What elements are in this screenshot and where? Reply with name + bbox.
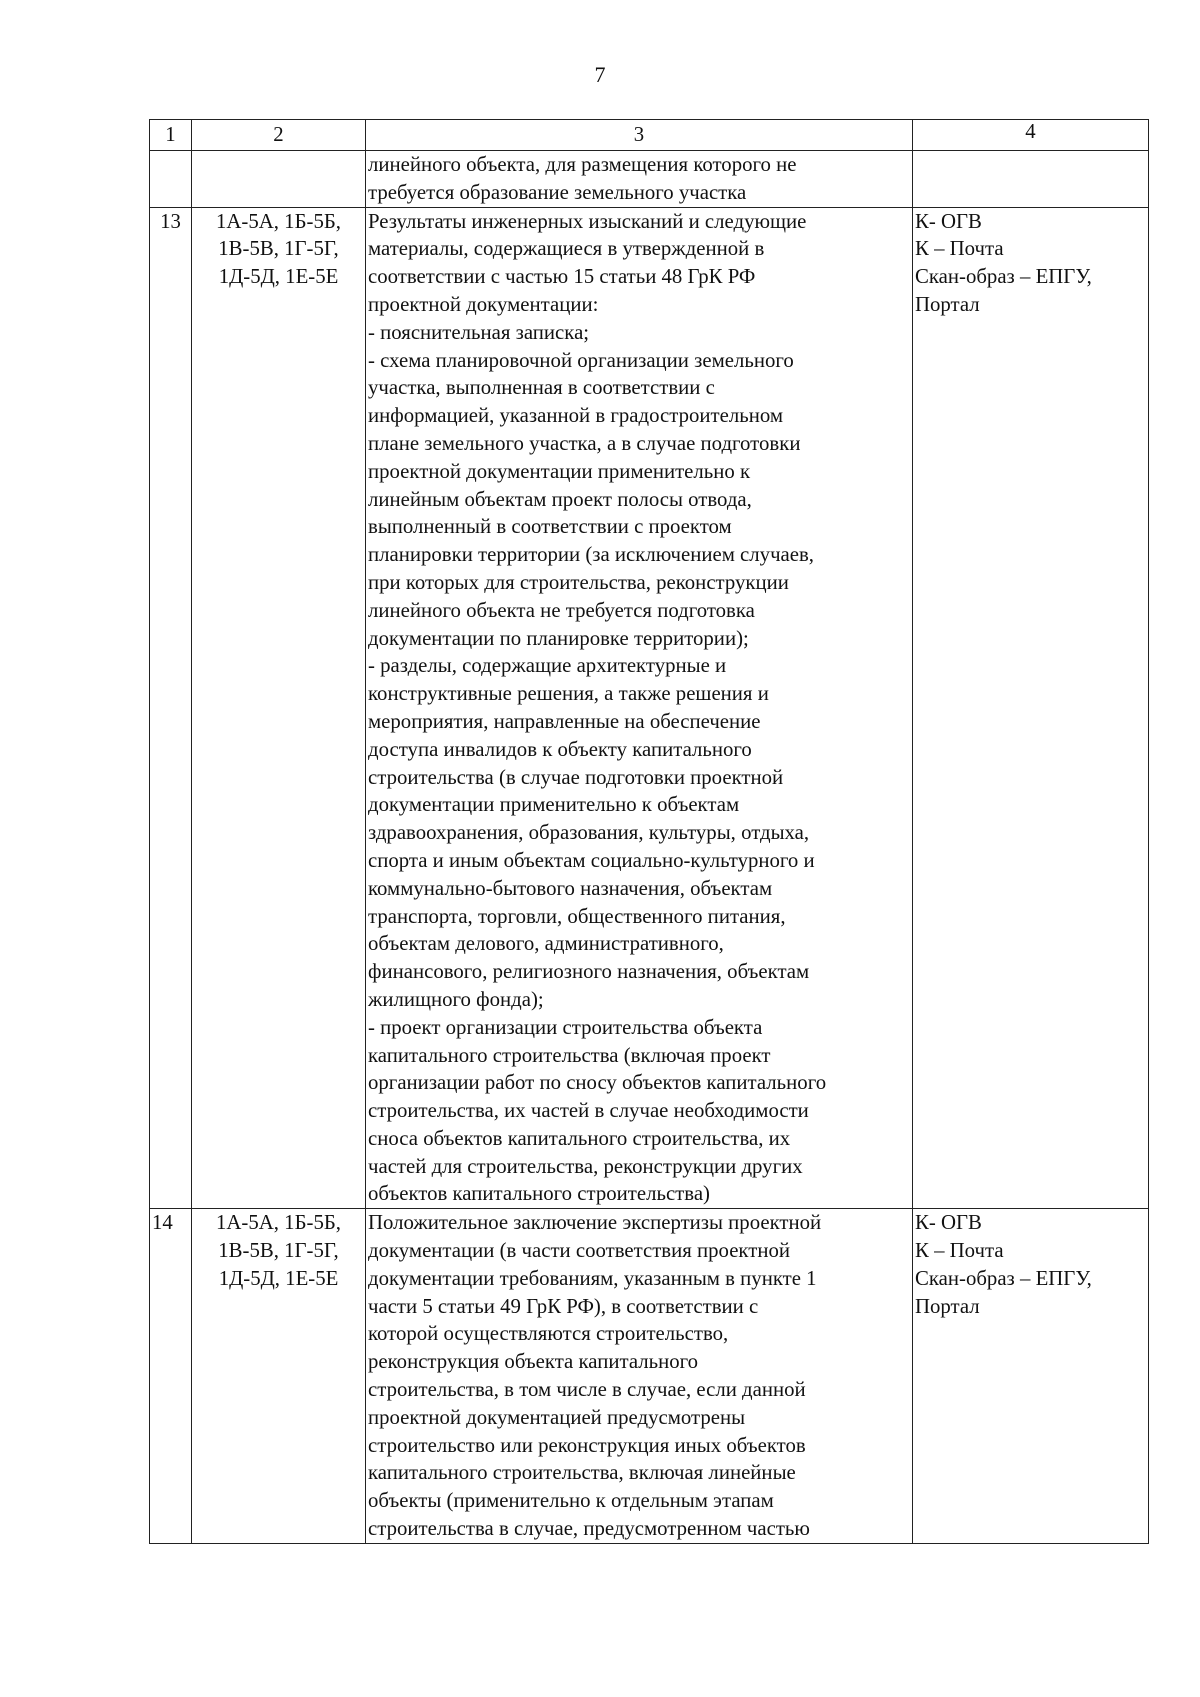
delivery-line: К- ОГВ	[915, 209, 982, 233]
description-line: частей для строительства, реконструкции других	[368, 1154, 803, 1178]
description-line: плане земельного участка, а в случае подготовки	[368, 431, 801, 455]
description-line: коммунально-бытового назначения, объектам	[368, 876, 773, 900]
description-line: документации (в части соответствия проектной	[368, 1239, 791, 1263]
applicant-codes-cell	[192, 151, 366, 208]
description-line: документации применительно к объектам	[368, 793, 740, 817]
header-col-1: 1	[150, 120, 192, 151]
table-row-13	[150, 207, 1149, 1209]
description-line: требуется образование земельного участка	[368, 180, 747, 204]
row-number-cell	[150, 151, 192, 208]
codes-line: 1Д-5Д, 1Е-5Е	[218, 265, 339, 289]
description-line: строительства в случае, предусмотренном частью	[368, 1517, 810, 1541]
description-line: реконструкция объекта капитального	[368, 1350, 699, 1374]
description-line: соответствии с частью 15 статьи 48 ГрК РФ	[368, 265, 756, 289]
description-line: мероприятия, направленные на обеспечение	[368, 709, 761, 733]
description-line: объектов капитального строительства)	[368, 1182, 710, 1206]
codes-line: 1В-5В, 1Г-5Г,	[218, 237, 339, 261]
description-line: строительства, в том числе в случае, если данной	[368, 1378, 806, 1402]
delivery-line: Портал	[915, 1294, 980, 1318]
description-line: которой осуществляются строительство,	[368, 1322, 729, 1346]
description-line: проектной документации применительно к	[368, 459, 751, 483]
delivery-line: К- ОГВ	[915, 1211, 982, 1235]
codes-line: 1В-5В, 1Г-5Г,	[218, 1239, 339, 1263]
delivery-line: К – Почта	[915, 237, 1004, 261]
description-line: документации требованиям, указанным в пункте 1	[368, 1266, 817, 1290]
applicant-codes-cell	[192, 207, 366, 1209]
table-header-row	[150, 120, 1149, 151]
table-row-14	[150, 1209, 1149, 1544]
description-line: информацией, указанной в градостроительном	[368, 404, 783, 428]
description-line: транспорта, торговли, общественного питания,	[368, 904, 786, 928]
page-number: 7	[594, 62, 606, 87]
description-line: капитального строительства, включая линейные	[368, 1461, 796, 1485]
description-line: сноса объектов капитального строительства, их	[368, 1126, 791, 1150]
description-line: материалы, содержащиеся в утвержденной в	[368, 237, 765, 261]
delivery-line: Скан-образ – ЕПГУ,	[915, 1266, 1092, 1290]
row-number-cell: 14	[150, 1209, 192, 1544]
description-line: при которых для строительства, реконструкции	[368, 570, 789, 594]
description-line: финансового, религиозного назначения, объектам	[368, 960, 810, 984]
document-description-cell	[366, 151, 913, 208]
delivery-line: Портал	[915, 292, 980, 316]
description-line: - пояснительная записка;	[368, 320, 590, 344]
description-line: спорта и иным объектам социально-культурного и	[368, 848, 815, 872]
delivery-line: К – Почта	[915, 1239, 1004, 1263]
applicant-codes-cell	[192, 1209, 366, 1544]
table-row-continuation	[150, 151, 1149, 208]
description-line: строительство или реконструкция иных объектов	[368, 1433, 806, 1457]
description-line: Результаты инженерных изысканий и следующие	[368, 209, 807, 233]
codes-line: 1А-5А, 1Б-5Б,	[216, 1211, 341, 1235]
description-line: документации по планировке территории);	[368, 626, 749, 650]
delivery-line: Скан-образ – ЕПГУ,	[915, 265, 1092, 289]
header-col-3: 3	[366, 120, 913, 151]
description-line: Положительное заключение экспертизы проектной	[368, 1211, 822, 1235]
description-line: линейного объекта, для размещения которого не	[368, 153, 797, 176]
description-line: строительства, их частей в случае необходимости	[368, 1099, 809, 1123]
description-line: - проект организации строительства объекта	[368, 1015, 763, 1039]
row-number-cell: 13	[150, 207, 192, 1209]
description-line: планировки территории (за исключением случаев,	[368, 543, 815, 567]
description-line: линейного объекта не требуется подготовка	[368, 598, 755, 622]
description-line: выполненный в соответствии с проектом	[368, 515, 732, 539]
document-description-cell	[366, 1209, 913, 1544]
header-col-2: 2	[192, 120, 366, 151]
description-line: жилищного фонда);	[368, 987, 544, 1011]
description-line: здравоохранения, образования, культуры, отдыха,	[368, 821, 810, 845]
delivery-method-cell	[913, 1209, 1149, 1544]
delivery-method-cell	[913, 151, 1149, 208]
description-line: конструктивные решения, а также решения и	[368, 682, 769, 706]
description-line: - разделы, содержащие архитектурные и	[368, 654, 727, 678]
description-line: объекты (применительно к отдельным этапам	[368, 1489, 774, 1513]
document-description-cell	[366, 207, 913, 1209]
description-line: доступа инвалидов к объекту капитального	[368, 737, 752, 761]
description-line: капитального строительства (включая проект	[368, 1043, 771, 1067]
description-line: линейным объектам проект полосы отвода,	[368, 487, 752, 511]
delivery-method-cell	[913, 207, 1149, 1209]
description-line: проектной документацией предусмотрены	[368, 1405, 746, 1429]
codes-line: 1Д-5Д, 1Е-5Е	[218, 1266, 339, 1290]
document-table	[149, 119, 1149, 1544]
description-line: - схема планировочной организации земельного	[368, 348, 794, 372]
description-line: участка, выполненная в соответствии с	[368, 376, 715, 400]
description-line: объектам делового, административного,	[368, 932, 724, 956]
description-line: части 5 статьи 49 ГрК РФ), в соответствии с	[368, 1294, 759, 1318]
codes-line: 1А-5А, 1Б-5Б,	[216, 209, 341, 233]
description-line: организации работ по сносу объектов капитального	[368, 1071, 827, 1095]
description-line: проектной документации:	[368, 292, 599, 316]
header-col-4: 4	[913, 120, 1149, 151]
description-line: строительства (в случае подготовки проектной	[368, 765, 784, 789]
